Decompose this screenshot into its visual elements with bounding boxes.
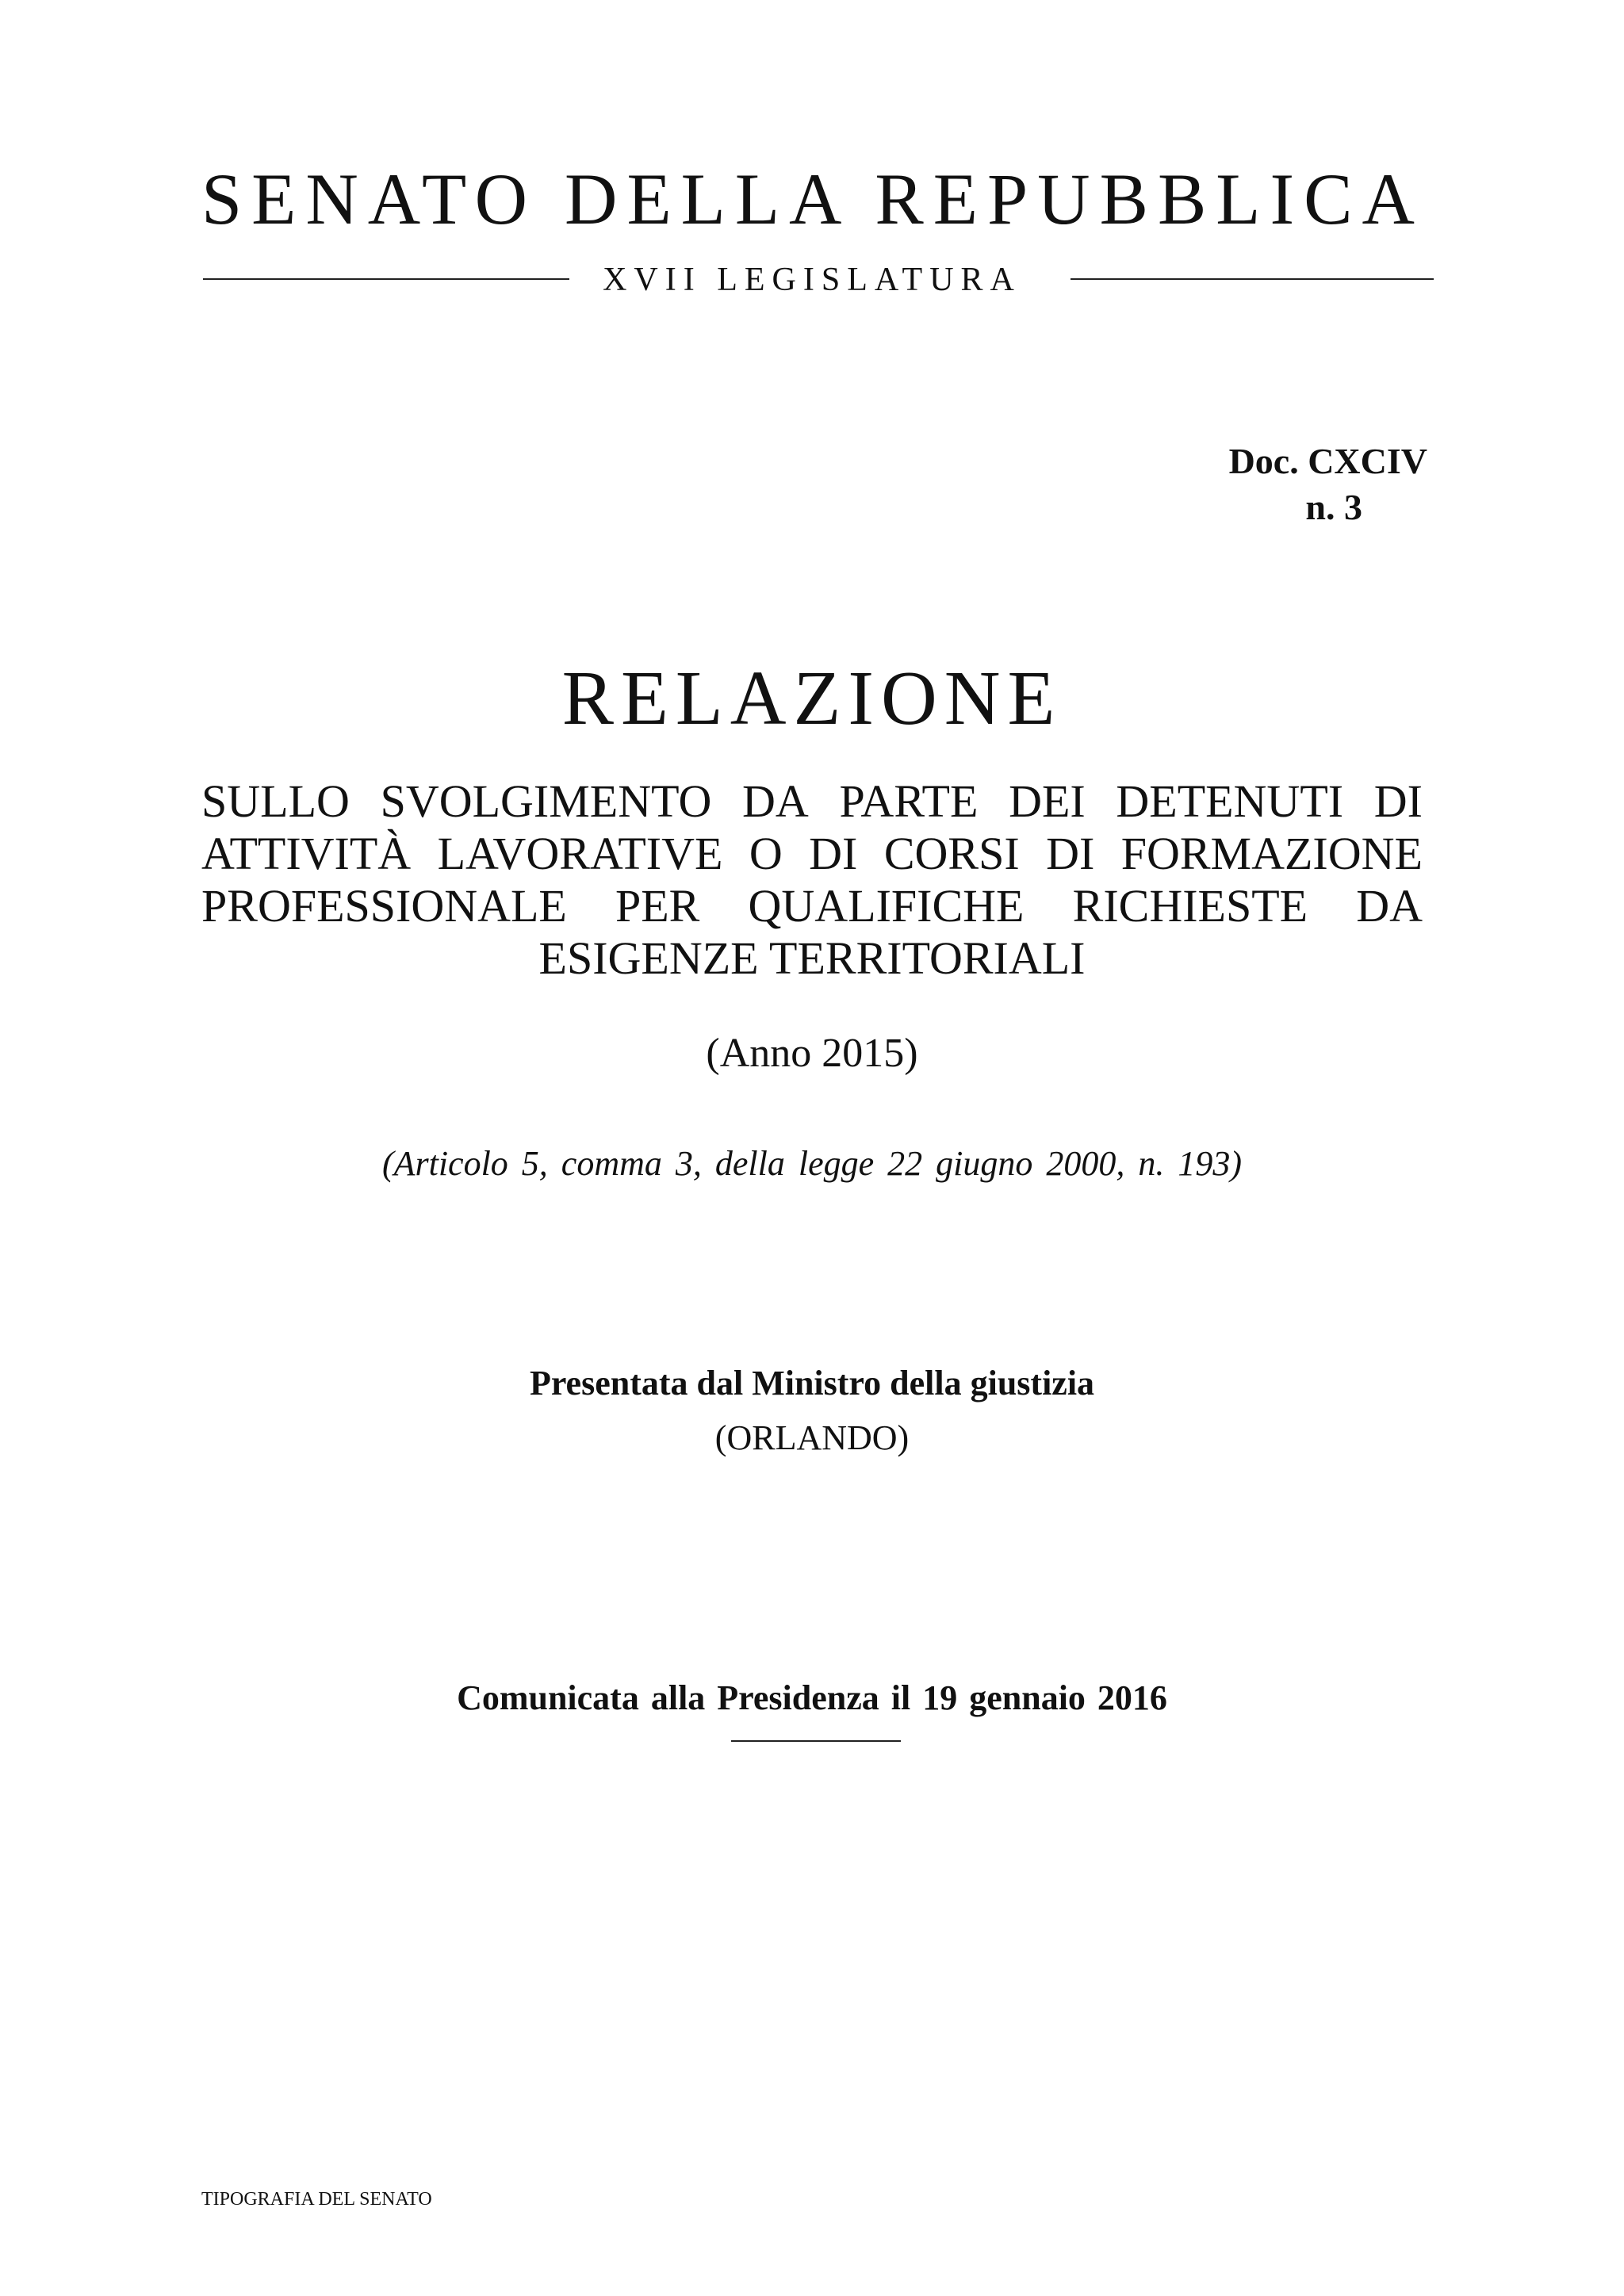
doc-number: n. 3 — [1305, 487, 1362, 527]
subtitle-line-3 — [201, 880, 1423, 932]
subtitle-word: DI — [1046, 828, 1095, 879]
subtitle-word: PROFESSIONALE — [201, 880, 567, 932]
subtitle-line-4 — [201, 932, 1423, 985]
subtitle-word: DI — [1373, 775, 1423, 827]
report-subtitle — [201, 775, 1423, 985]
closing-rule — [731, 1740, 901, 1742]
subtitle-word: FORMAZIONE — [1120, 828, 1423, 879]
subtitle-line-2 — [201, 828, 1423, 880]
subtitle-word: ATTIVITÀ — [201, 828, 412, 879]
legislature-label: XVII LEGISLATURA — [603, 262, 1021, 298]
report-year: (Anno 2015) — [706, 1031, 918, 1076]
subtitle-word: DI — [809, 828, 858, 879]
subtitle-word: RICHIESTE — [1072, 880, 1308, 932]
subtitle-word: SVOLGIMENTO — [380, 775, 712, 827]
document-reference — [1229, 438, 1427, 530]
header-rule-left — [203, 278, 569, 280]
subtitle-word: PARTE — [839, 775, 979, 827]
subtitle-word: PER — [615, 880, 700, 932]
subtitle-word: QUALIFICHE — [748, 880, 1025, 932]
subtitle-word: DA — [742, 775, 809, 827]
subtitle-word: ESIGENZE TERRITORIALI — [538, 932, 1086, 984]
communication-date: Comunicata alla Presidenza il 19 gennaio 2016 — [457, 1678, 1167, 1717]
subtitle-word: DETENUTI — [1116, 775, 1344, 827]
subtitle-word: DA — [1356, 880, 1423, 932]
subtitle-line-1 — [201, 775, 1423, 828]
printer-imprint: TIPOGRAFIA DEL SENATO — [201, 2189, 432, 2210]
subtitle-word: DEI — [1009, 775, 1086, 827]
header-rule-right — [1071, 278, 1434, 280]
report-title: RELAZIONE — [561, 656, 1063, 741]
subtitle-word: O — [749, 828, 783, 879]
minister-name: (ORLANDO) — [714, 1418, 910, 1457]
institution-title: SENATO DELLA REPUBBLICA — [201, 159, 1424, 239]
presented-by: Presentata dal Ministro della giustizia — [529, 1364, 1095, 1402]
legal-reference: (Articolo 5, comma 3, della legge 22 giugno 2000, n. 193) — [381, 1144, 1243, 1183]
subtitle-word: SULLO — [201, 775, 350, 827]
doc-ref: Doc. CXCIV — [1228, 441, 1427, 481]
subtitle-word: CORSI — [883, 828, 1020, 879]
subtitle-word: LAVORATIVE — [437, 828, 723, 879]
